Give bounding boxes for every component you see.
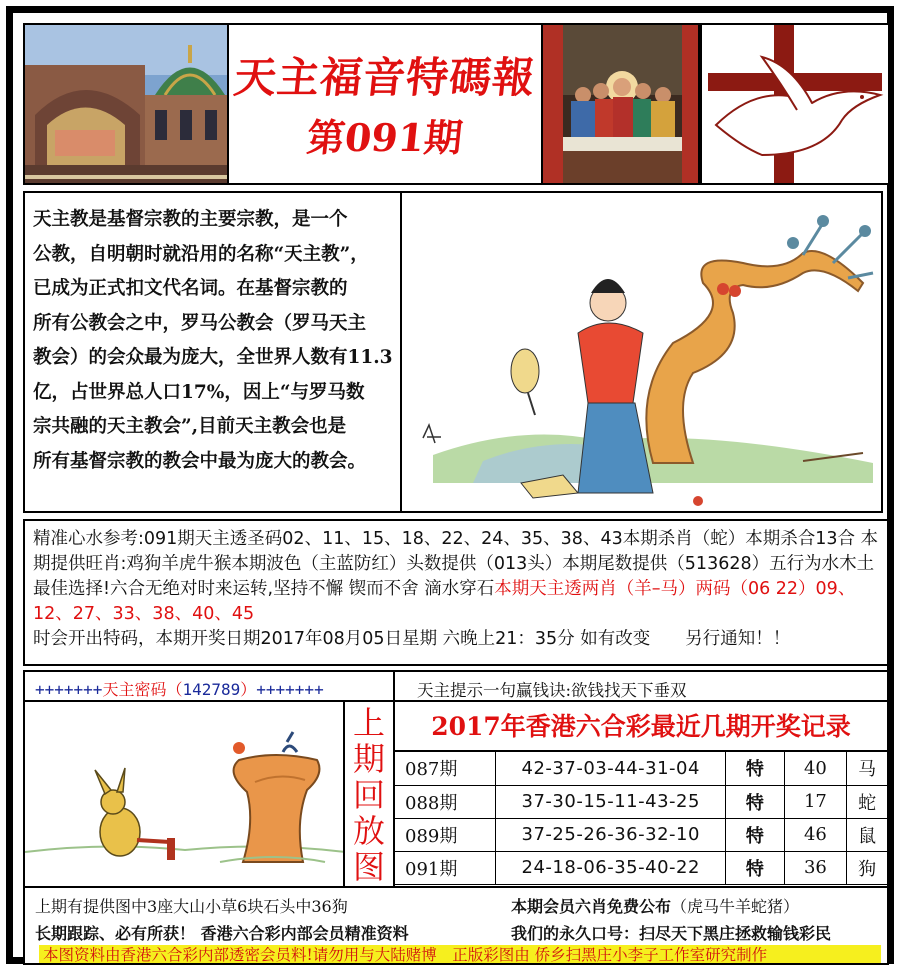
special-zodiac: 鼠 bbox=[847, 818, 887, 851]
masthead bbox=[229, 23, 541, 185]
replay-char: 上 bbox=[352, 704, 385, 742]
special-number: 36 bbox=[784, 851, 847, 884]
footer-member-zodiacs bbox=[511, 894, 799, 917]
secret-code-bar bbox=[23, 670, 395, 702]
footer-disclaimer-banner: 本图资料由香港六合彩内部透密会员料!请勿用与大陆赌博 正版彩图由 侨乡扫黑庄小李子工作室研究制作 bbox=[39, 945, 881, 965]
tips-paragraph bbox=[33, 527, 879, 652]
draw-numbers: 24-18-06-35-40-22 bbox=[496, 851, 726, 884]
draw-numbers: 37-25-26-36-32-10 bbox=[496, 818, 726, 851]
intro-paragraph bbox=[33, 203, 393, 479]
draw-numbers: 42-37-03-44-31-04 bbox=[496, 752, 726, 785]
footer-section bbox=[23, 888, 889, 965]
intro-line: 所有公教会之中，罗马公教会（罗马天主 bbox=[33, 312, 367, 334]
draw-record-row bbox=[395, 818, 887, 851]
draw-period: 091期 bbox=[395, 851, 496, 884]
special-zodiac: 马 bbox=[847, 752, 887, 785]
special-number: 17 bbox=[784, 785, 847, 818]
cross-and-dove-icon bbox=[700, 23, 890, 185]
special-marker: 特 bbox=[726, 752, 784, 785]
newspaper-sheet bbox=[6, 6, 894, 964]
plus-right: +++++++ bbox=[256, 680, 324, 699]
fairy-under-tree-illustration bbox=[403, 193, 881, 511]
draw-record-panel bbox=[395, 702, 889, 888]
draw-period: 089期 bbox=[395, 818, 496, 851]
draw-period: 088期 bbox=[395, 785, 496, 818]
issue-number: 第091期 bbox=[304, 115, 465, 160]
hint-text: 天主提示一句赢钱诀:欲钱找天下垂双 bbox=[417, 681, 687, 700]
replay-char: 图 bbox=[352, 848, 385, 886]
draw-record-row bbox=[395, 851, 887, 884]
special-zodiac: 蛇 bbox=[847, 785, 887, 818]
intro-line: 亿，占世界总人口17%，因上“与罗马数 bbox=[33, 381, 365, 403]
plus-left: +++++++ bbox=[35, 680, 103, 699]
draw-period: 087期 bbox=[395, 752, 496, 785]
replay-char: 放 bbox=[352, 812, 385, 850]
footer-member-zodiacs-list: （虎马牛羊蛇猪） bbox=[671, 897, 800, 916]
footer-last-issue-note: 上期有提供图中3座大山小草6块石头中36狗 bbox=[35, 897, 348, 916]
special-number: 46 bbox=[784, 818, 847, 851]
footer-slogan-right: 我们的永久口号：扫尽天下黑庄拯救输钱彩民 bbox=[511, 924, 832, 943]
footer-slogan-left: 长期跟踪、必有所获！ 香港六合彩内部会员精准资料 bbox=[35, 924, 409, 943]
intro-line: 宗共融的天主教会”,目前天主教会也是 bbox=[33, 416, 347, 437]
secret-code-label-end: ） bbox=[240, 680, 257, 699]
rabbit-and-rock-illustration bbox=[23, 702, 343, 888]
draw-record-title: 2017年香港六合彩最近几期开奖记录 bbox=[395, 702, 887, 752]
special-zodiac: 狗 bbox=[847, 851, 887, 884]
church-dome-photo bbox=[23, 23, 229, 185]
intro-line: 已成为正式扣文代名词。在基督宗教的 bbox=[33, 278, 348, 299]
secret-code-line bbox=[35, 677, 324, 700]
intro-line: 天主教是基督宗教的主要宗教，是一个 bbox=[33, 209, 348, 230]
secret-code-value: 142789 bbox=[182, 680, 241, 699]
footer-member-zodiacs-label: 本期会员六肖免费公布 bbox=[511, 897, 672, 916]
intro-line: 教会）的会众最为庞大，全世界人数有11.3 bbox=[33, 347, 393, 368]
last-supper-painting bbox=[541, 23, 700, 185]
tips-draw-date: 时会开出特码，本期开奖日期2017年08月05日星期 六晚上21：35分 如有改变 另行通知！！ bbox=[33, 629, 791, 649]
draw-record-row bbox=[395, 785, 887, 818]
special-number: 40 bbox=[784, 752, 847, 785]
replay-char: 回 bbox=[352, 776, 385, 814]
draw-record-row bbox=[395, 752, 887, 785]
special-marker: 特 bbox=[726, 785, 784, 818]
tips-highlight: 本期天主透两肖（羊–马）两码（06 22）09、12、27、33、38、40、45 bbox=[33, 579, 856, 624]
hint-bar bbox=[395, 670, 889, 702]
masthead-title: 天主福音特碼報 bbox=[231, 53, 538, 102]
intro-line: 公教，自明朝时就沿用的名称“天主教”， bbox=[33, 243, 369, 265]
tips-text-main: 精准心水参考:091期天主透圣码02、11、15、18、22、24、35、38、43本期杀肖（蛇）本期杀合13合 本期提供旺肖:鸡狗羊虎牛猴本期波色（主蓝防红）头数提供（013头）本期尾数提供（513628）五行为水木土最佳选择!六合无绝对时来运转,坚持不懈 锲而不舍 滴水穿石 bbox=[33, 529, 879, 599]
draw-numbers: 37-30-15-11-43-25 bbox=[496, 785, 726, 818]
last-issue-replay-label bbox=[343, 702, 395, 888]
special-marker: 特 bbox=[726, 851, 784, 884]
draw-record-table bbox=[395, 752, 887, 885]
intro-divider bbox=[400, 193, 402, 511]
replay-char: 期 bbox=[352, 740, 385, 778]
secret-code-label: 天主密码（ bbox=[102, 680, 183, 699]
special-marker: 特 bbox=[726, 818, 784, 851]
intro-line: 所有基督宗教的教会中最为庞大的教会。 bbox=[33, 450, 367, 472]
tips-section bbox=[23, 519, 889, 666]
intro-section bbox=[23, 191, 883, 513]
